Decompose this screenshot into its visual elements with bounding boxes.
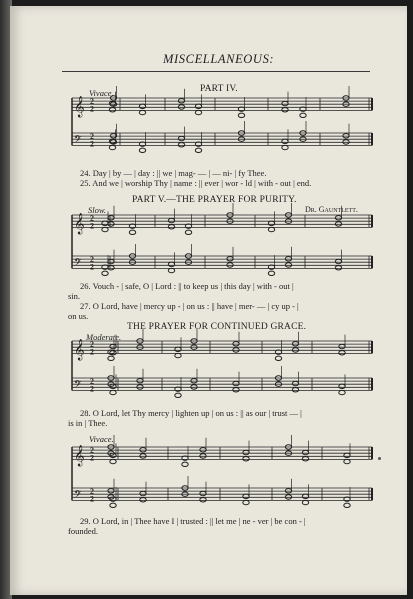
part-v-heading: PART V.—THE PRAYER FOR PURITY.	[132, 195, 297, 205]
note-head	[302, 494, 308, 498]
note-head	[200, 498, 206, 502]
note-head	[275, 356, 281, 360]
note-head	[339, 390, 345, 394]
note-head	[102, 271, 108, 275]
note-head	[110, 344, 116, 348]
time-signature: 2	[90, 453, 94, 463]
note-head	[195, 104, 201, 108]
continued-grace-tempo: Moderate.	[86, 332, 122, 342]
note-head	[110, 390, 116, 394]
lyric-line-29: 29. O Lord, in | Thee have I | trusted : || let me | ne - ver | be con - |	[80, 516, 306, 526]
time-signature: 2	[90, 262, 94, 272]
note-head	[282, 139, 288, 143]
note-head	[195, 110, 201, 114]
lyric-line-27-end: on us.	[68, 311, 89, 321]
note-head	[102, 227, 108, 231]
bass-clef: 𝄢	[74, 256, 82, 271]
note-head	[139, 110, 145, 114]
note-head	[268, 227, 274, 231]
note-head	[339, 384, 345, 388]
time-signature: 2	[90, 347, 94, 357]
note-head	[102, 221, 108, 225]
note-head	[300, 113, 306, 117]
note-head	[139, 148, 145, 152]
note-head	[282, 145, 288, 149]
note-head	[243, 450, 249, 454]
final-tempo: Vivace.	[89, 434, 114, 444]
note-head	[178, 136, 184, 140]
note-head	[339, 344, 345, 348]
time-signature: 2	[90, 377, 94, 387]
note-head	[139, 104, 145, 108]
time-signature: 2	[90, 487, 94, 497]
note-head	[243, 457, 249, 461]
time-signature: 2	[90, 132, 94, 142]
note-head	[175, 353, 181, 357]
note-head	[282, 101, 288, 105]
time-signature: 2	[90, 384, 94, 394]
note-head	[195, 148, 201, 152]
note-head	[339, 351, 345, 355]
note-head	[168, 218, 174, 222]
running-head: MISCELLANEOUS:	[163, 52, 275, 66]
part-iv-tempo: Vivace.	[89, 88, 114, 98]
note-head	[110, 503, 116, 507]
lyric-line-26-end: sin.	[68, 291, 81, 301]
note-head	[243, 500, 249, 504]
lyric-line-27: 27. O Lord, have | mercy up - | on us : || have | mer- — | cy up - |	[80, 301, 299, 311]
lyric-line-28: 28. O Lord, let Thy mercy | lighten up | on us : || as our | trust — |	[80, 408, 302, 418]
note-head	[344, 453, 350, 457]
note-head	[344, 459, 350, 463]
note-head	[282, 108, 288, 112]
note-head	[302, 450, 308, 454]
lyric-line-24: 24. Day | by — | day : || we | mag- — | — ni- | fy Thee.	[80, 168, 267, 178]
time-signature: 2	[90, 340, 94, 350]
note-head	[129, 230, 135, 234]
lyric-line-28-end: is in | Thee.	[68, 418, 108, 428]
note-head	[178, 143, 184, 147]
note-head	[109, 145, 115, 149]
time-signature: 2	[90, 214, 94, 224]
note-head	[302, 457, 308, 461]
part-iv-heading: PART IV.	[200, 84, 238, 94]
lyric-line-25: 25. And we | worship Thy | name : || ever | wor - ld | with - out | end.	[80, 178, 312, 188]
note-head	[185, 230, 191, 234]
note-head	[168, 268, 174, 272]
note-head	[140, 491, 146, 495]
note-head	[335, 266, 341, 270]
note-head	[108, 266, 114, 270]
treble-clef: 𝄞	[74, 339, 85, 361]
note-head	[233, 381, 239, 385]
note-head	[292, 388, 298, 392]
time-signature: 2	[90, 446, 94, 456]
note-head	[302, 500, 308, 504]
treble-clef: 𝄞	[74, 96, 85, 118]
note-head	[175, 393, 181, 397]
note-head	[268, 271, 274, 275]
lyric-line-26: 26. Vouch - | safe, O | Lord : || to keep us | this day | with - out |	[80, 281, 294, 291]
note-head	[243, 494, 249, 498]
time-signature: 2	[90, 104, 94, 114]
time-signature: 2	[90, 97, 94, 107]
note-head	[108, 259, 114, 263]
note-head	[268, 221, 274, 225]
treble-clef: 𝄞	[74, 445, 85, 467]
bass-clef: 𝄢	[74, 378, 82, 393]
time-signature: 2	[90, 139, 94, 149]
bass-clef: 𝄢	[74, 133, 82, 148]
note-head	[109, 108, 115, 112]
note-head	[168, 262, 174, 266]
note-head	[238, 113, 244, 117]
note-head	[344, 503, 350, 507]
note-head	[182, 462, 188, 466]
treble-clef: 𝄞	[74, 213, 85, 235]
note-head	[292, 381, 298, 385]
lyric-line-29-end: founded.	[68, 526, 98, 536]
time-signature: 2	[90, 221, 94, 231]
note-head	[110, 459, 116, 463]
note-head	[140, 498, 146, 502]
note-head	[233, 388, 239, 392]
part-v-tempo: Slow.	[88, 205, 107, 215]
bass-clef: 𝄢	[74, 488, 82, 503]
time-signature: 2	[90, 494, 94, 504]
note-head	[175, 347, 181, 351]
note-head	[168, 225, 174, 229]
note-head	[108, 356, 114, 360]
note-head	[200, 491, 206, 495]
composer-credit: Dr. Gauntlett.	[305, 205, 358, 214]
time-signature: 2	[90, 255, 94, 265]
note-head	[335, 259, 341, 263]
continued-grace-heading: THE PRAYER FOR CONTINUED GRACE.	[127, 322, 307, 332]
